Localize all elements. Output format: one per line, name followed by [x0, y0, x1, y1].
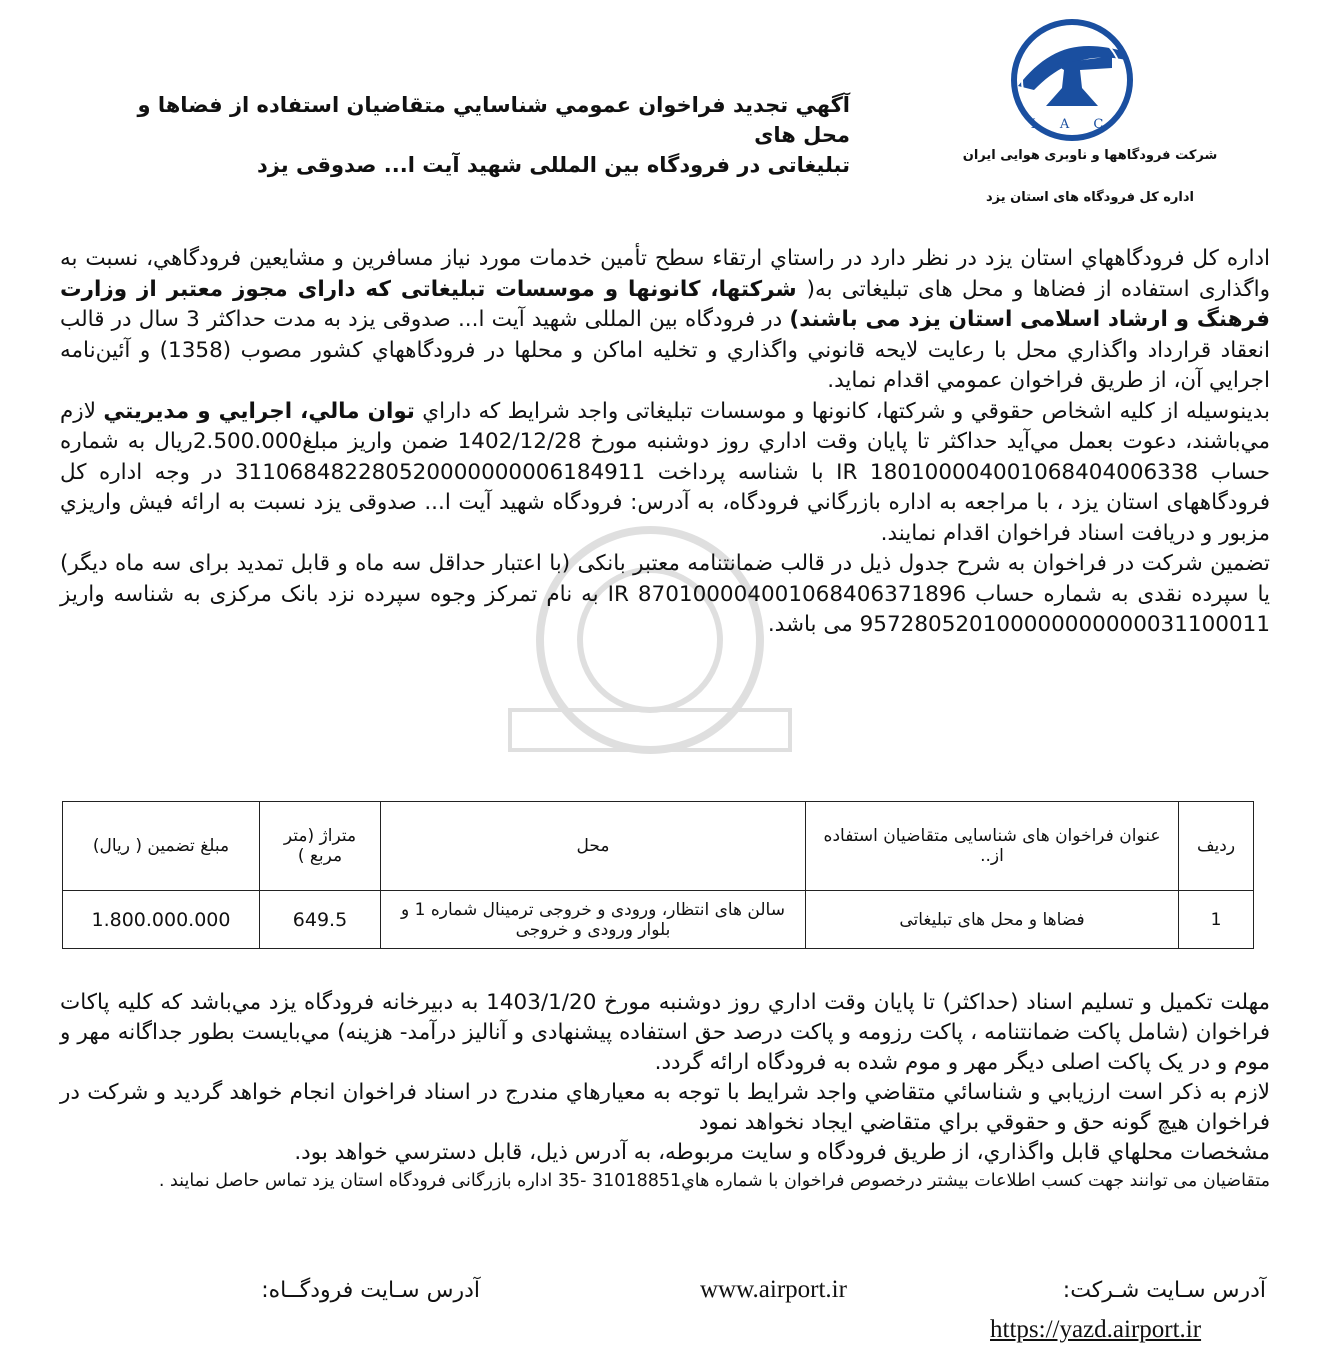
- table-row: [63, 891, 1254, 949]
- paragraph-5: لازم به ذكر است ارزيابي و شناسائي متقاضي واجد شرايط با توجه به معيارهاي مندرج در اسناد فراخوان انجام خواهد گرديد و شركت در فراخوان هيچ گونه حق و حقوقي براي متقاضي ايجاد نخواهد نمود: [60, 1080, 1270, 1135]
- guarantee-table: [62, 801, 1254, 949]
- header-guarantee-amount: مبلغ تضمین ( ريال): [63, 802, 260, 891]
- notice-body: [60, 244, 1270, 641]
- paragraph-1-a: اداره کل فرودگاههاي استان يزد در نظر دارد در راستاي ارتقاء سطح تأمين خدمات مورد نياز مسافرين و مشايعين فرودگاهي، نسبت به واگذاری استفاده از فضاها و محل های تبلیغاتی به(: [60, 246, 1270, 302]
- logo-letters: I A C: [1030, 117, 1114, 132]
- header-title: عنوان فراخوان های شناسایی متقاضیان استفاده از..: [806, 802, 1179, 891]
- paragraph-3: تضمين شركت در فراخوان به شرح جدول ذیل در قالب ضمانتنامه معتبر بانکی (با اعتبار حداقل سه ماه و قابل تمدید برای سه ماه دیگر) یا سپرده نقدی به شماره حساب 870100004001068406371896 IR به نام تمرکز وجوه سپرده نزد بانک مرکزی به شناسه واریز 957280520100000000000031100011 می باشد.: [60, 551, 1270, 637]
- header-location: محل: [381, 802, 806, 891]
- header-area: متراژ (متر مربع ): [260, 802, 381, 891]
- cell-row-number: 1: [1179, 891, 1254, 949]
- paragraph-4: مهلت تكميل و تسليم اسناد (حداكثر) تا پايان وقت اداري روز دوشنبه مورخ 1403/1/20 به دبيرخانه فرودگاه يزد مي‌باشد كه كليه پاكات فراخوان (شامل پاكت ضمانتنامه ، پاكت رزومه و پاكت درصد حق استفاده پیشنهادی و آنالیز درآمد- هزینه) مي‌بايست بطور جداگانه مهر و موم و در یک پاکت اصلی دیگر مهر و موم شده به فرودگاه ارائه گردد.: [60, 990, 1270, 1075]
- cell-title: فضاها و محل های تبلیغاتی: [806, 891, 1179, 949]
- paragraph-7: متقاضیان می توانند جهت کسب اطلاعات بیشتر درخصوص فراخوان با شماره هاي31018851 -35 اداره بازرگانی فرودگاه استان یزد تماس حاصل نمایند .: [158, 1171, 1270, 1191]
- org-name: شرکت فرودگاهها و ناوبری هوایی ایران: [962, 148, 1218, 163]
- paragraph-2-bold: توان مالي، اجرايي و مديريتي: [103, 398, 415, 424]
- cell-guarantee-amount: 1.800.000.000: [63, 891, 260, 949]
- company-site-link[interactable]: www.airport.ir: [700, 1276, 847, 1303]
- cell-area: 649.5: [260, 891, 381, 949]
- header-row-number: رديف: [1179, 802, 1254, 891]
- org-unit: اداره کل فرودگاه های استان یزد: [986, 190, 1194, 205]
- airport-site-label: آدرس سـايت فرودگــاه:: [261, 1278, 480, 1303]
- paragraph-6: مشخصات محلهاي قابل واگذاري، از طريق فرودگاه و سايت مربوطه، به آدرس ذيل، قابل دسترسي خواهد بود.: [294, 1140, 1270, 1165]
- paragraph-2-b: لازم مي‌باشند، دعوت بعمل مي‌آيد حداكثر تا پايان وقت اداري روز دوشنبه مورخ 1402/12/28 ضمن واريز مبلغ2.500.000ريال به شماره حساب IR 180100004001068404006338 با شناسه پرداخت 311068482280520000000006184911 در وجه اداره کل فرودگاههای استان یزد ، با مراجعه به اداره بازرگاني فرودگاه، به آدرس: فرودگاه شهید آیت ا... صدوقی یزد نسبت به ارائه فيش واريزي مزبور و دريافت اسناد فراخوان اقدام نمايند.: [60, 398, 1270, 546]
- cell-location: سالن های انتظار، ورودی و خروجی ترمینال شماره 1 و بلوار ورودی و خروجی: [381, 891, 806, 949]
- title-line-2: تبلیغاتی در فرودگاه بین المللی شهید آیت ا... صدوقی یزد: [256, 153, 850, 177]
- airport-site-link[interactable]: https://yazd.airport.ir: [990, 1316, 1202, 1343]
- company-logo: [1008, 8, 1238, 158]
- notice-closing: [60, 988, 1270, 1194]
- paragraph-1-b: در فرودگاه بین المللی شهید آیت ا... صدوقی یزد به مدت حداکثر 3 سال در قالب انعقاد قرارداد واگذاري محل با رعايت لايحه قانوني واگذاري و تخليه اماكن و محلها در فرودگاههاي كشور مصوب (1358) و آئين‌نامه اجرايي آن، از طريق فراخوان عمومي اقدام نمايد.: [60, 307, 1270, 393]
- table-header-row: [63, 802, 1254, 891]
- title-line-1: آگهي تجديد فراخوان عمومي شناسايي متقاضيان استفاده از فضاها و محل های: [137, 93, 850, 147]
- notice-title: [110, 90, 850, 180]
- company-site-label: آدرس سـايت شـركت:: [1062, 1278, 1266, 1303]
- paragraph-2-a: بدينوسيله از كليه اشخاص حقوقي و شركتها، کانونها و موسسات تبلیغاتی واجد شرايط كه داراي: [414, 398, 1270, 424]
- paragraph-1-bold: شرکتها، کانونها و موسسات تبلیغاتی که دارای مجوز معتبر از وزارت فرهنگ و ارشاد اسلامی استان یزد می باشند): [60, 276, 1271, 332]
